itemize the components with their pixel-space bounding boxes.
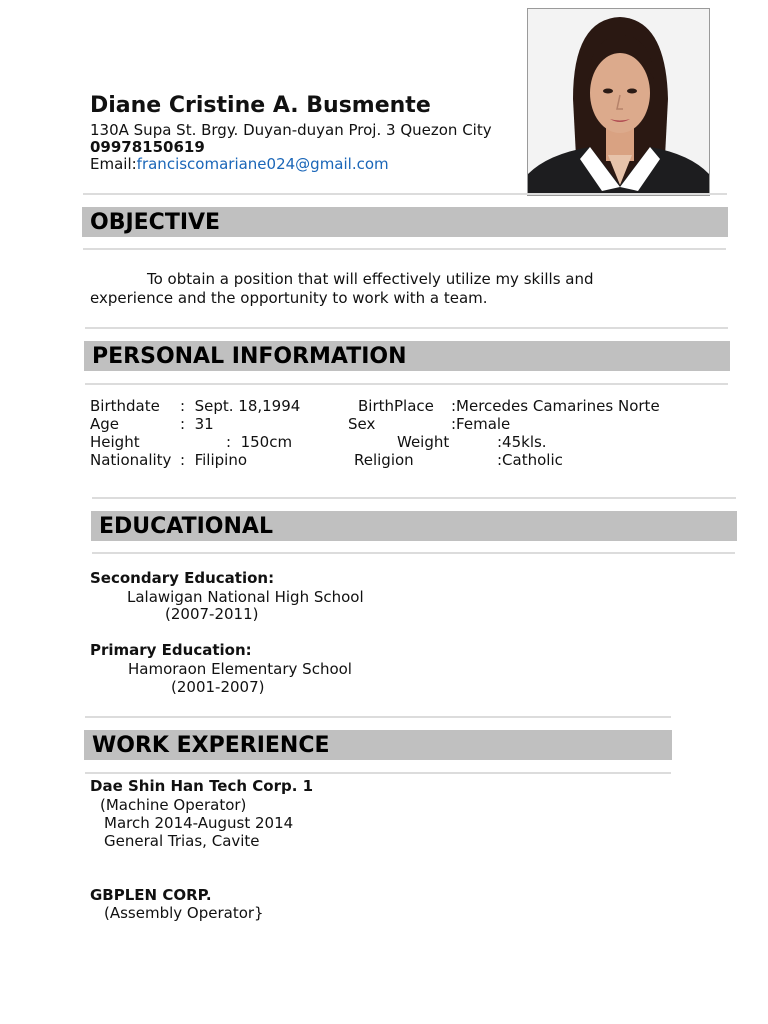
job1-role: (Machine Operator): [100, 796, 247, 814]
divider: [92, 552, 735, 554]
nationality-label: Nationality: [90, 451, 172, 469]
divider: [85, 716, 671, 718]
divider: [92, 497, 736, 499]
birthdate-label: Birthdate: [90, 397, 160, 415]
section-heading-objective: OBJECTIVE: [82, 207, 728, 237]
secondary-school: Lalawigan National High School: [127, 588, 364, 606]
birthplace-label: BirthPlace: [358, 397, 434, 415]
primary-years: (2001-2007): [171, 678, 265, 696]
job1-location: General Trias, Cavite: [104, 832, 260, 850]
job2-role: (Assembly Operator}: [104, 904, 264, 922]
profile-photo: [527, 8, 710, 196]
height-value: : 150cm: [226, 433, 293, 451]
birthplace-value: :Mercedes Camarines Norte: [451, 397, 660, 415]
section-heading-educational: EDUCATIONAL: [91, 511, 737, 541]
sex-value: :Female: [451, 415, 511, 433]
age-label: Age: [90, 415, 120, 433]
section-heading-work-experience: WORK EXPERIENCE: [84, 730, 672, 760]
email-link[interactable]: franciscomariane024@gmail.com: [136, 155, 389, 173]
divider: [85, 383, 728, 385]
age-value: : 31: [180, 415, 214, 433]
weight-value: :45kls.: [497, 433, 547, 451]
divider: [85, 327, 728, 329]
birthdate-value: : Sept. 18,1994: [180, 397, 301, 415]
secondary-years: (2007-2011): [165, 605, 259, 623]
portrait-image: [528, 9, 709, 195]
address: 130A Supa St. Brgy. Duyan-duyan Proj. 3 Quezon City: [90, 121, 492, 139]
divider: [85, 772, 671, 774]
email-label: Email:: [90, 155, 137, 173]
weight-label: Weight: [397, 433, 450, 451]
religion-label: Religion: [354, 451, 414, 469]
objective-text-line-1: To obtain a position that will effectively utilize my skills and: [147, 270, 594, 288]
email-line: [90, 155, 389, 173]
applicant-name: Diane Cristine A. Busmente: [90, 93, 431, 118]
section-heading-personal-information: PERSONAL INFORMATION: [84, 341, 730, 371]
job1-dates: March 2014-August 2014: [104, 814, 294, 832]
height-label: Height: [90, 433, 140, 451]
religion-value: :Catholic: [497, 451, 563, 469]
divider: [83, 248, 726, 250]
sex-label: Sex: [348, 415, 376, 433]
primary-school: Hamoraon Elementary School: [128, 660, 352, 678]
secondary-education-label: Secondary Education:: [90, 569, 275, 587]
divider: [83, 193, 727, 195]
phone-number: 09978150619: [90, 138, 205, 156]
job2-company: GBPLEN CORP.: [90, 886, 212, 904]
objective-text-line-2: experience and the opportunity to work with a team.: [90, 289, 488, 307]
nationality-value: : Filipino: [180, 451, 248, 469]
job1-company: Dae Shin Han Tech Corp. 1: [90, 777, 314, 795]
primary-education-label: Primary Education:: [90, 641, 252, 659]
